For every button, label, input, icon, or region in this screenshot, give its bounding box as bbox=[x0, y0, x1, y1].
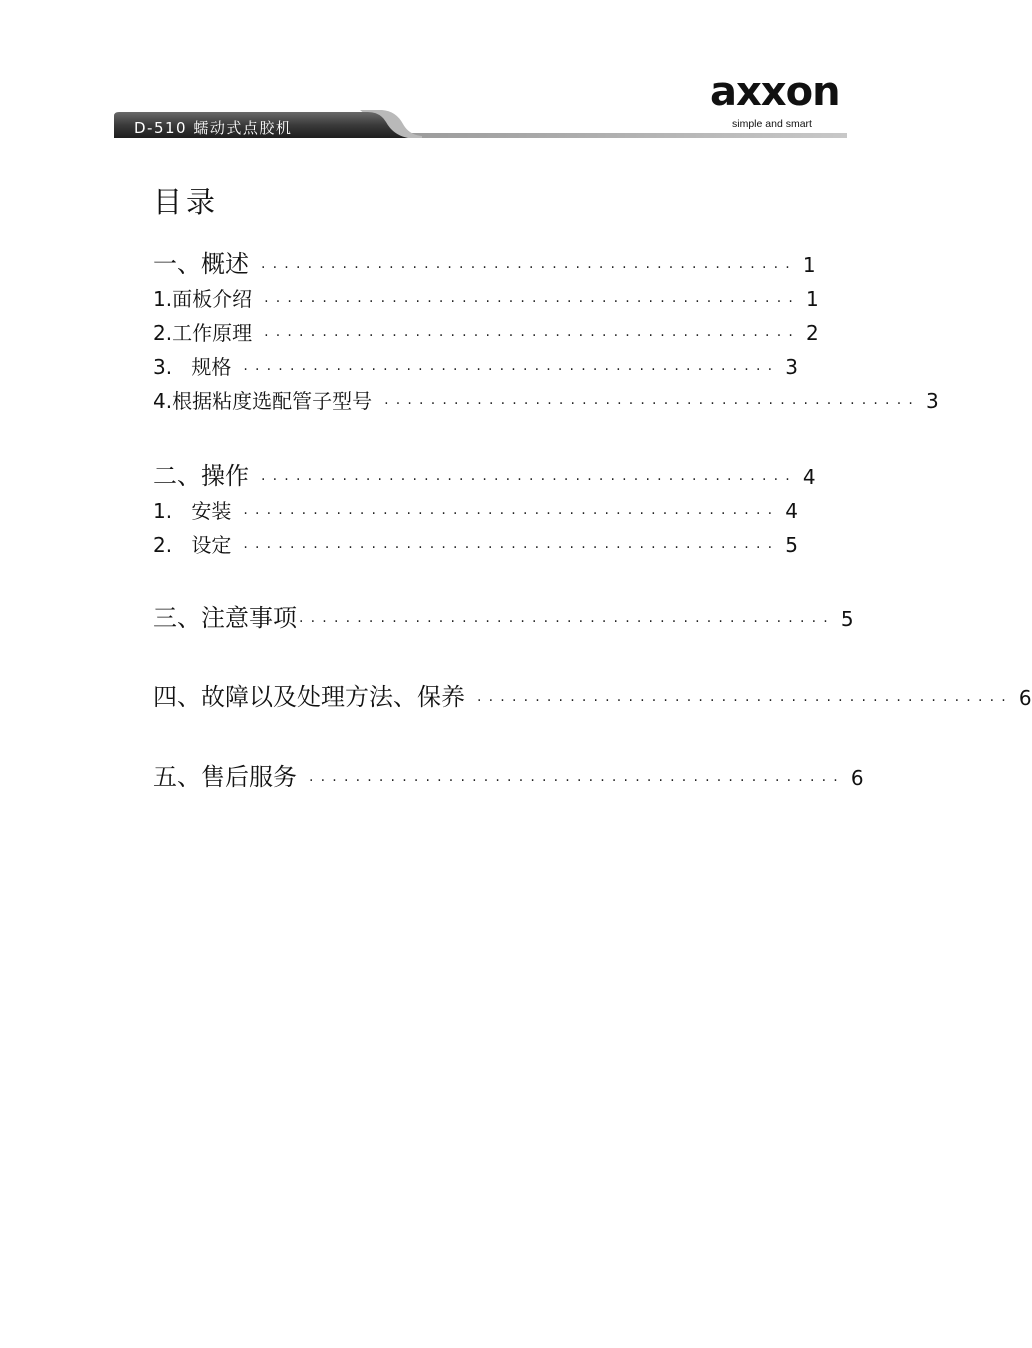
toc-page-number: 4 bbox=[785, 499, 798, 523]
toc-section-after-sales[interactable] bbox=[153, 757, 864, 792]
dot-leader: ·············································· bbox=[261, 260, 797, 276]
toc-page-number: 3 bbox=[926, 389, 939, 413]
toc-item-label: 安装 bbox=[191, 499, 232, 523]
dot-leader: ·············································· bbox=[299, 614, 835, 630]
toc-page-number: 2 bbox=[806, 321, 819, 345]
toc-section-operation[interactable] bbox=[153, 456, 816, 491]
toc-page-number: 6 bbox=[1018, 686, 1032, 710]
toc-section-label: 三、注意事项 bbox=[153, 604, 297, 632]
document-title: D-510 蠕动式点胶机 bbox=[134, 119, 293, 137]
toc-item[interactable] bbox=[153, 385, 939, 414]
toc-section-label: 四、故障以及处理方法、保养 bbox=[153, 683, 465, 711]
toc-item-label: 规格 bbox=[191, 355, 232, 379]
toc-section-label: 五、售后服务 bbox=[153, 763, 297, 791]
toc-page-number: 4 bbox=[802, 465, 816, 489]
toc-page-number: 3 bbox=[785, 355, 798, 379]
toc-page-number: 5 bbox=[785, 533, 798, 557]
toc-section-precautions[interactable] bbox=[153, 598, 854, 633]
toc-item-number: 2. bbox=[153, 321, 173, 345]
dot-leader: ·············································· bbox=[309, 773, 845, 789]
dot-leader: ·············································· bbox=[264, 294, 801, 310]
toc-section-label: 一、概述 bbox=[153, 250, 249, 278]
toc-section-label: 二、操作 bbox=[153, 462, 249, 490]
toc-item[interactable] bbox=[153, 283, 819, 312]
toc-page-number: 5 bbox=[840, 607, 854, 631]
toc-section-troubleshooting[interactable] bbox=[153, 677, 1032, 712]
toc-page-number: 6 bbox=[850, 766, 864, 790]
toc-heading: 目录 bbox=[153, 185, 220, 219]
logo-tagline: simple and smart bbox=[732, 118, 812, 130]
toc-item[interactable] bbox=[153, 495, 798, 524]
toc-item[interactable] bbox=[153, 529, 798, 558]
dot-leader: ·············································· bbox=[243, 362, 780, 378]
toc-item[interactable] bbox=[153, 317, 819, 346]
toc-item-number: 2. bbox=[153, 533, 173, 557]
toc-page-number: 1 bbox=[802, 253, 816, 277]
dot-leader: ·············································· bbox=[243, 540, 780, 556]
toc-item-label: 工作原理 bbox=[172, 321, 253, 345]
toc-section-overview[interactable] bbox=[153, 244, 816, 279]
toc-item-label: 设定 bbox=[191, 533, 232, 557]
toc-item[interactable] bbox=[153, 351, 798, 380]
dot-leader: ·············································· bbox=[477, 693, 1013, 709]
dot-leader: ·············································· bbox=[384, 396, 921, 412]
dot-leader: ·············································· bbox=[261, 472, 797, 488]
toc-page-number: 1 bbox=[806, 287, 819, 311]
toc-item-number: 1. bbox=[153, 499, 173, 523]
dot-leader: ·············································· bbox=[264, 328, 801, 344]
toc-item-number: 1. bbox=[153, 287, 173, 311]
toc-item-number: 4. bbox=[153, 389, 173, 413]
toc-item-number: 3. bbox=[153, 355, 173, 379]
axxon-logo: axxon bbox=[710, 69, 840, 115]
page-header bbox=[0, 0, 950, 150]
toc-item-label: 根据粘度选配管子型号 bbox=[172, 389, 373, 413]
dot-leader: ·············································· bbox=[243, 506, 780, 522]
toc-item-label: 面板介绍 bbox=[172, 287, 253, 311]
